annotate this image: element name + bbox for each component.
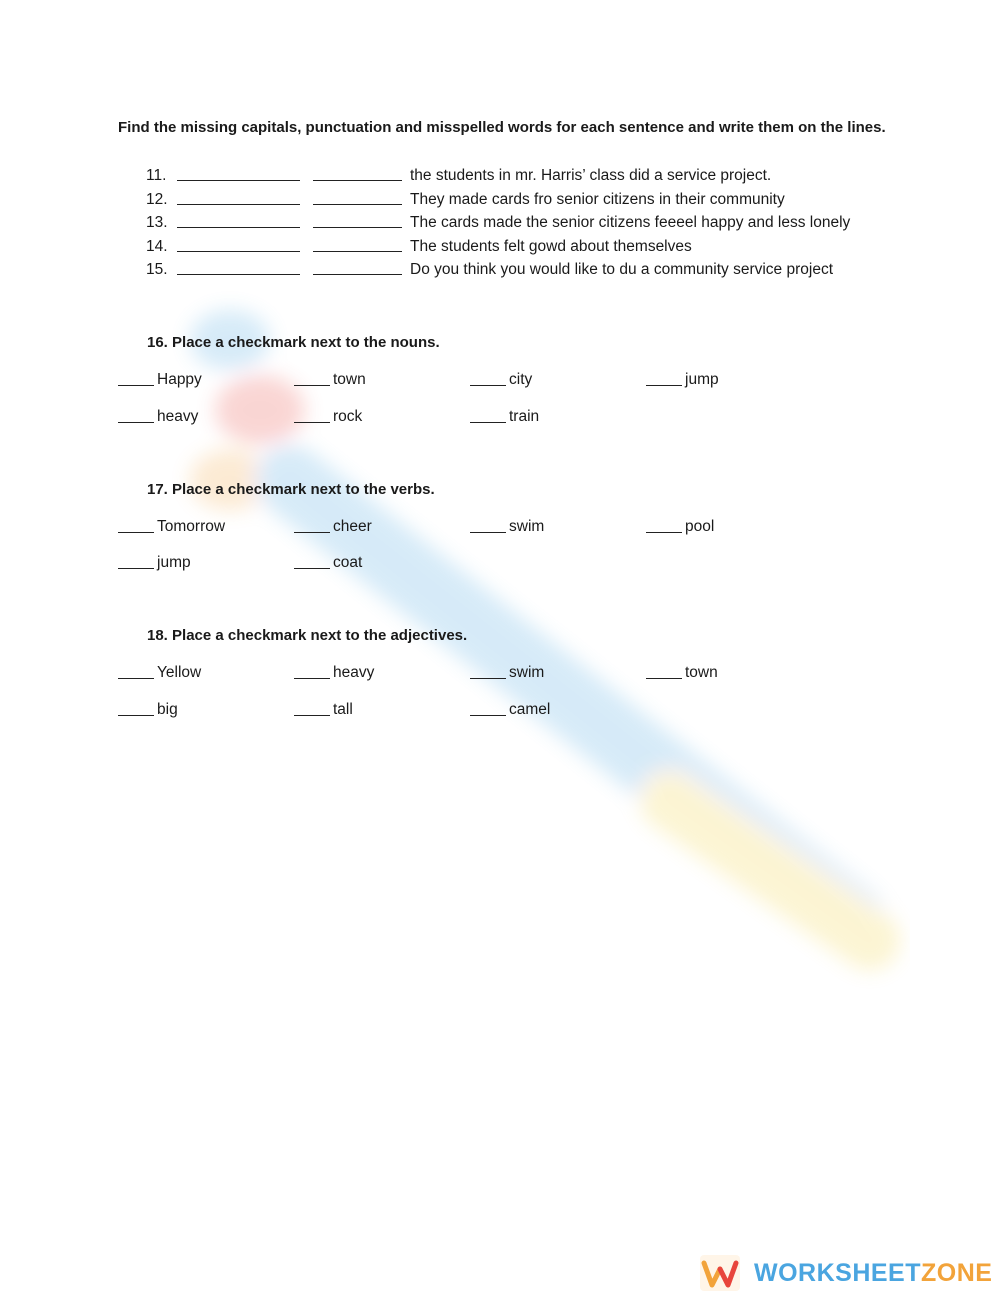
answer-line[interactable] xyxy=(177,180,300,181)
item-word: big xyxy=(157,701,178,718)
checkmark-blank[interactable] xyxy=(294,532,330,533)
q16-heading: 16. Place a checkmark next to the nouns. xyxy=(147,334,440,351)
answer-line[interactable] xyxy=(313,180,402,181)
sentence-text: the students in mr. Harris’ class did a service project. xyxy=(410,167,772,184)
sentence-text: They made cards fro senior citizens in their community xyxy=(410,191,785,208)
sentence-row xyxy=(118,188,888,211)
sentence-number: 15. xyxy=(146,261,168,278)
checkmark-blank[interactable] xyxy=(294,568,330,569)
answer-line[interactable] xyxy=(313,227,402,228)
answer-line[interactable] xyxy=(313,204,402,205)
item-word: rock xyxy=(333,408,363,425)
checkmark-blank[interactable] xyxy=(470,532,506,533)
item-word: city xyxy=(509,371,533,388)
checkmark-blank[interactable] xyxy=(118,678,154,679)
sentence-text: Do you think you would like to du a community service project xyxy=(410,261,834,278)
answer-line[interactable] xyxy=(177,204,300,205)
checkmark-blank[interactable] xyxy=(646,532,682,533)
worksheetzone-logo[interactable] xyxy=(700,1255,1000,1291)
q17-heading: 17. Place a checkmark next to the verbs. xyxy=(147,481,435,498)
logo-text xyxy=(754,1259,992,1288)
item-word: heavy xyxy=(157,408,199,425)
checkmark-blank[interactable] xyxy=(118,422,154,423)
sentence-row xyxy=(118,235,888,258)
item-word: swim xyxy=(509,664,545,681)
checkmark-blank[interactable] xyxy=(118,532,154,533)
answer-line[interactable] xyxy=(313,274,402,275)
checkmark-blank[interactable] xyxy=(118,568,154,569)
item-word: town xyxy=(685,664,718,681)
sentence-text: The cards made the senior citizens feeeel happy and less lonely xyxy=(410,214,851,231)
item-word: town xyxy=(333,371,366,388)
item-word: Happy xyxy=(157,371,202,388)
sentence-number: 14. xyxy=(146,238,168,255)
checkmark-blank[interactable] xyxy=(118,715,154,716)
checkmark-blank[interactable] xyxy=(294,385,330,386)
checkmark-blank[interactable] xyxy=(646,385,682,386)
checkmark-blank[interactable] xyxy=(118,385,154,386)
sentence-number: 13. xyxy=(146,214,168,231)
sentence-text: The students felt gowd about themselves xyxy=(410,238,692,255)
item-word: Yellow xyxy=(157,664,202,681)
checkmark-blank[interactable] xyxy=(470,422,506,423)
worksheetzone-w-icon xyxy=(700,1255,740,1291)
answer-line[interactable] xyxy=(313,251,402,252)
item-word: swim xyxy=(509,518,545,535)
answer-line[interactable] xyxy=(177,274,300,275)
item-word: jump xyxy=(685,371,719,388)
checkmark-blank[interactable] xyxy=(294,715,330,716)
item-word: cheer xyxy=(333,518,372,535)
sentence-row xyxy=(118,211,888,234)
answer-line[interactable] xyxy=(177,227,300,228)
checkmark-blank[interactable] xyxy=(470,715,506,716)
item-word: tall xyxy=(333,701,353,718)
answer-line[interactable] xyxy=(177,251,300,252)
item-word: jump xyxy=(157,554,191,571)
item-word: heavy xyxy=(333,664,375,681)
logo-text-part1: WORKSHEET xyxy=(754,1259,921,1287)
checkmark-blank[interactable] xyxy=(294,678,330,679)
item-word: train xyxy=(509,408,540,425)
item-word: Tomorrow xyxy=(157,518,226,535)
checkmark-blank[interactable] xyxy=(646,678,682,679)
item-word: pool xyxy=(685,518,715,535)
sentence-row xyxy=(118,258,888,281)
item-word: camel xyxy=(509,701,551,718)
logo-text-part2: ZONE xyxy=(921,1259,993,1287)
sentence-number: 11. xyxy=(146,167,167,184)
checkmark-blank[interactable] xyxy=(470,678,506,679)
instructions: Find the missing capitals, punctuation and misspelled words for each sentence and write them on the lines. xyxy=(118,119,886,136)
checkmark-blank[interactable] xyxy=(294,422,330,423)
q18-heading: 18. Place a checkmark next to the adjectives. xyxy=(147,627,468,644)
sentence-number: 12. xyxy=(146,191,168,208)
sentence-row xyxy=(118,164,888,187)
item-word: coat xyxy=(333,554,363,571)
checkmark-blank[interactable] xyxy=(470,385,506,386)
